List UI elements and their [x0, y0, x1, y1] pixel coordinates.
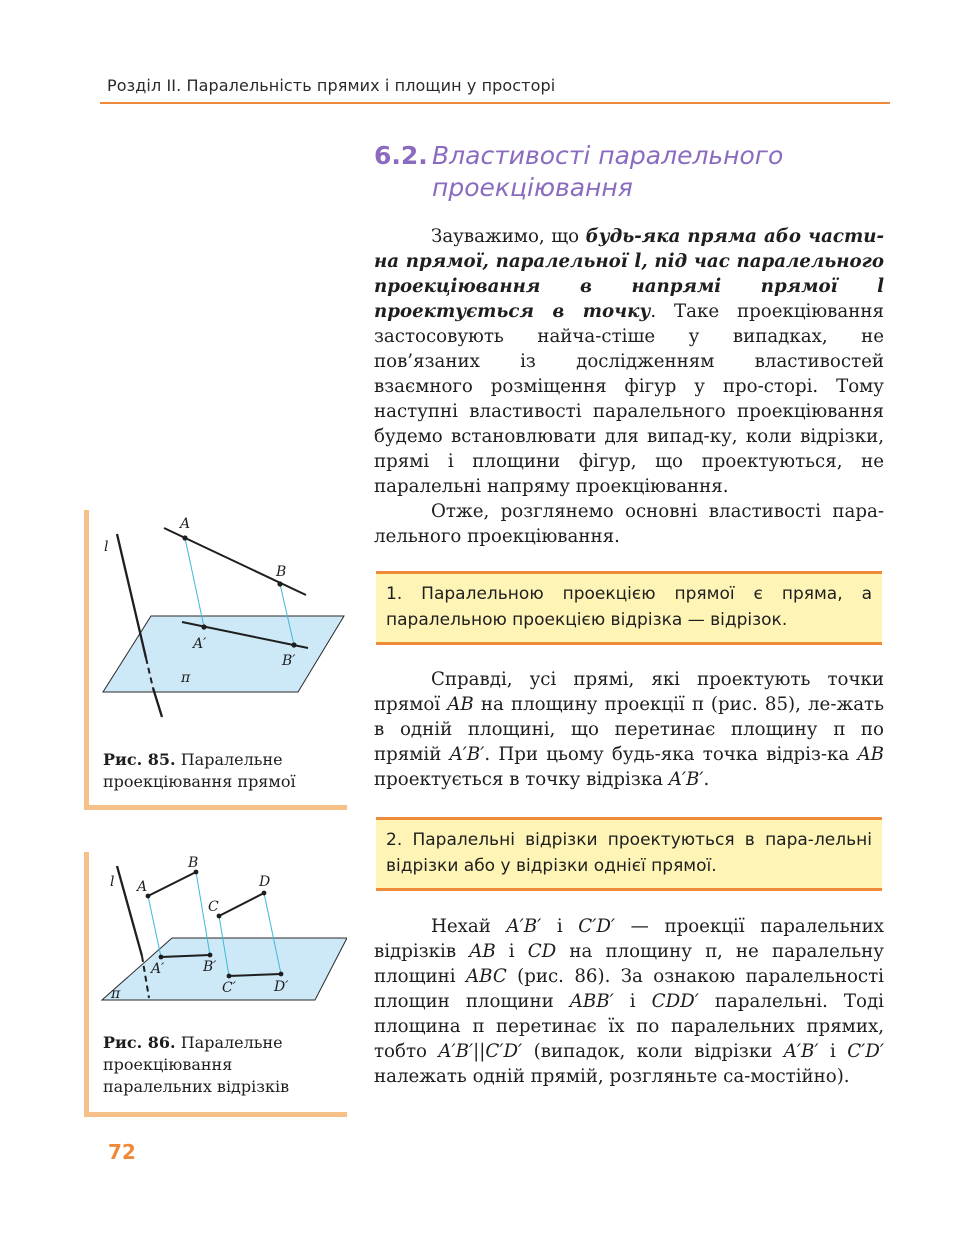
- para4-t11: належать одній прямій, розгляньте са-мостійно).: [374, 1066, 850, 1087]
- point-b: [277, 581, 282, 586]
- label-l: l: [104, 539, 109, 555]
- para1-l1: l: [634, 251, 642, 272]
- label-c-prime: C′: [222, 980, 236, 996]
- label-d-prime: D′: [274, 979, 289, 995]
- paragraph-1: [374, 224, 884, 499]
- para4-t3: — проекції паралельних відрізків: [374, 916, 884, 962]
- para1-lead: Зауважимо, що: [431, 226, 586, 247]
- projector-a: [185, 538, 204, 627]
- fig85-caption-bold: Рис. 85.: [103, 750, 176, 769]
- segment-ab: [148, 872, 196, 896]
- label-d: D: [259, 874, 271, 890]
- para4-t8: паралельні. Тоді площина π перетинає їх по паралельних прямих, тобто: [374, 991, 884, 1062]
- label-c: C: [208, 899, 219, 915]
- para4-t10: і: [818, 1041, 848, 1062]
- para4-ab: AB: [469, 941, 496, 962]
- para3-t3: . При цьому будь-яка точка відріз-ка: [484, 744, 858, 765]
- para3-ab-prime: A′B′: [449, 744, 485, 765]
- point-a: [182, 535, 187, 540]
- section-number: 6.2.: [374, 141, 428, 170]
- para4-cd-p: C′D′: [578, 916, 616, 937]
- property-2-box: 2. Паралельні відрізки проектуються в пара-лельні відрізки або у відрізки однієї прямої.: [376, 817, 882, 891]
- intro-text: [374, 224, 884, 549]
- point-d: [262, 891, 267, 896]
- label-a-prime: A′: [193, 636, 207, 652]
- fig85-caption-line2: проекціювання прямої: [103, 772, 296, 791]
- fig86-caption-line1: Паралельне: [175, 1033, 283, 1052]
- para4-t1: Нехай: [431, 916, 507, 937]
- paragraph-3: [374, 667, 884, 792]
- para3-ab-prime2: A′B′: [668, 769, 704, 790]
- label-b: B: [276, 564, 287, 580]
- para3-t1: Справді, усі прямі, які проектують точки прямої: [374, 669, 884, 715]
- para3-t2: на площину проекції π (рис. 85), ле-жать в одній площині, що перетинає площину π по прямій: [374, 694, 885, 765]
- label-a: A: [180, 516, 191, 532]
- label-b-prime: B′: [282, 653, 296, 669]
- para3-ab2: AB: [857, 744, 885, 765]
- para4-t7: і: [613, 991, 652, 1012]
- running-header: Розділ ІІ. Паралельність прямих і площин у просторі: [107, 76, 556, 95]
- fig85-caption-line1: Паралельне: [175, 750, 283, 769]
- para4-t9: (випадок, коли відрізки: [522, 1041, 784, 1062]
- para3-t5: .: [703, 769, 710, 790]
- section-title-line1: Властивості паралельного: [432, 141, 784, 170]
- figure-86: [84, 852, 347, 1117]
- para1-l2: l: [877, 276, 884, 297]
- label-a: A: [137, 879, 148, 895]
- para4-abb: ABB′: [569, 991, 614, 1012]
- para4-t5: на площину π, не паралельну площині: [374, 941, 884, 987]
- para4-cd-p2: C′D′: [847, 1041, 884, 1062]
- para4-t2: і: [541, 916, 579, 937]
- fig86-caption-line3: паралельних відрізків: [103, 1077, 290, 1096]
- para3-t4: проектується в точку відрізка: [374, 769, 669, 790]
- point-b-prime: [208, 953, 213, 958]
- para4-cdd: CDD′: [651, 991, 699, 1012]
- projector-a: [148, 896, 161, 957]
- header-rule: [100, 102, 890, 104]
- section-title-line2: проекціювання: [432, 173, 633, 202]
- para1-bold1: будь-яка пряма або части-на прямої, паралельної: [374, 226, 884, 272]
- para4-t4: і: [495, 941, 528, 962]
- figure-85-drawing: [89, 510, 347, 750]
- line-l-upper: [117, 534, 146, 658]
- paragraph-2: Отже, розглянемо основні властивості пара-лельного проекціювання.: [374, 501, 884, 547]
- para1-rest: . Таке проекціювання застосовують найча-стіше у випадках, не пов’язаних із дослідженням властивостей взаємного розміщення фігур у про-сторі. Тому наступні властивості паралельного проекціювання будемо встановлювати для випад-ку, коли відрізки, прямі і площини фігур, що проектуються, не паралельні напряму проекціювання.: [374, 301, 884, 497]
- point-c-prime: [227, 974, 232, 979]
- label-b-prime: B′: [203, 959, 217, 975]
- section-title: [374, 140, 783, 204]
- para1-bold3: проектується в точку: [374, 301, 651, 322]
- para4-ab-p: A′B′: [506, 916, 542, 937]
- point-a-prime: [201, 624, 206, 629]
- para4-abc: ABC: [465, 966, 507, 987]
- para4-ab-p2: A′B′: [783, 1041, 819, 1062]
- figure-85: [84, 510, 347, 810]
- point-a-prime: [159, 955, 164, 960]
- fig86-caption-bold: Рис. 86.: [103, 1033, 176, 1052]
- label-b: B: [188, 855, 199, 871]
- point-b-prime: [291, 642, 296, 647]
- fig86-caption-line2: проекціювання: [103, 1055, 233, 1074]
- label-l: l: [110, 874, 115, 890]
- para3-ab: AB: [447, 694, 474, 715]
- figure-86-caption: [103, 1032, 289, 1098]
- page-number: 72: [108, 1140, 136, 1164]
- point-d-prime: [279, 972, 284, 977]
- para4-t6: (рис. 86). За ознакою паралельності площин площини: [374, 966, 884, 1012]
- para4-parallel: A′B′||C′D′: [438, 1041, 523, 1062]
- segment-cd: [219, 893, 264, 916]
- label-a-prime: A′: [151, 961, 165, 977]
- label-pi: π: [181, 670, 191, 686]
- figure-86-drawing: [89, 852, 347, 1032]
- para1-bold2: , під час паралельного проекціювання в напрямі прямої: [374, 251, 884, 297]
- paragraph-4: [374, 914, 884, 1089]
- figure-85-caption: [103, 749, 296, 793]
- label-pi: π: [111, 986, 121, 1002]
- para4-cd: CD: [527, 941, 557, 962]
- property-1-box: 1. Паралельною проекцією прямої є пряма, а паралельною проекцією відрізка — відрізок.: [376, 571, 882, 645]
